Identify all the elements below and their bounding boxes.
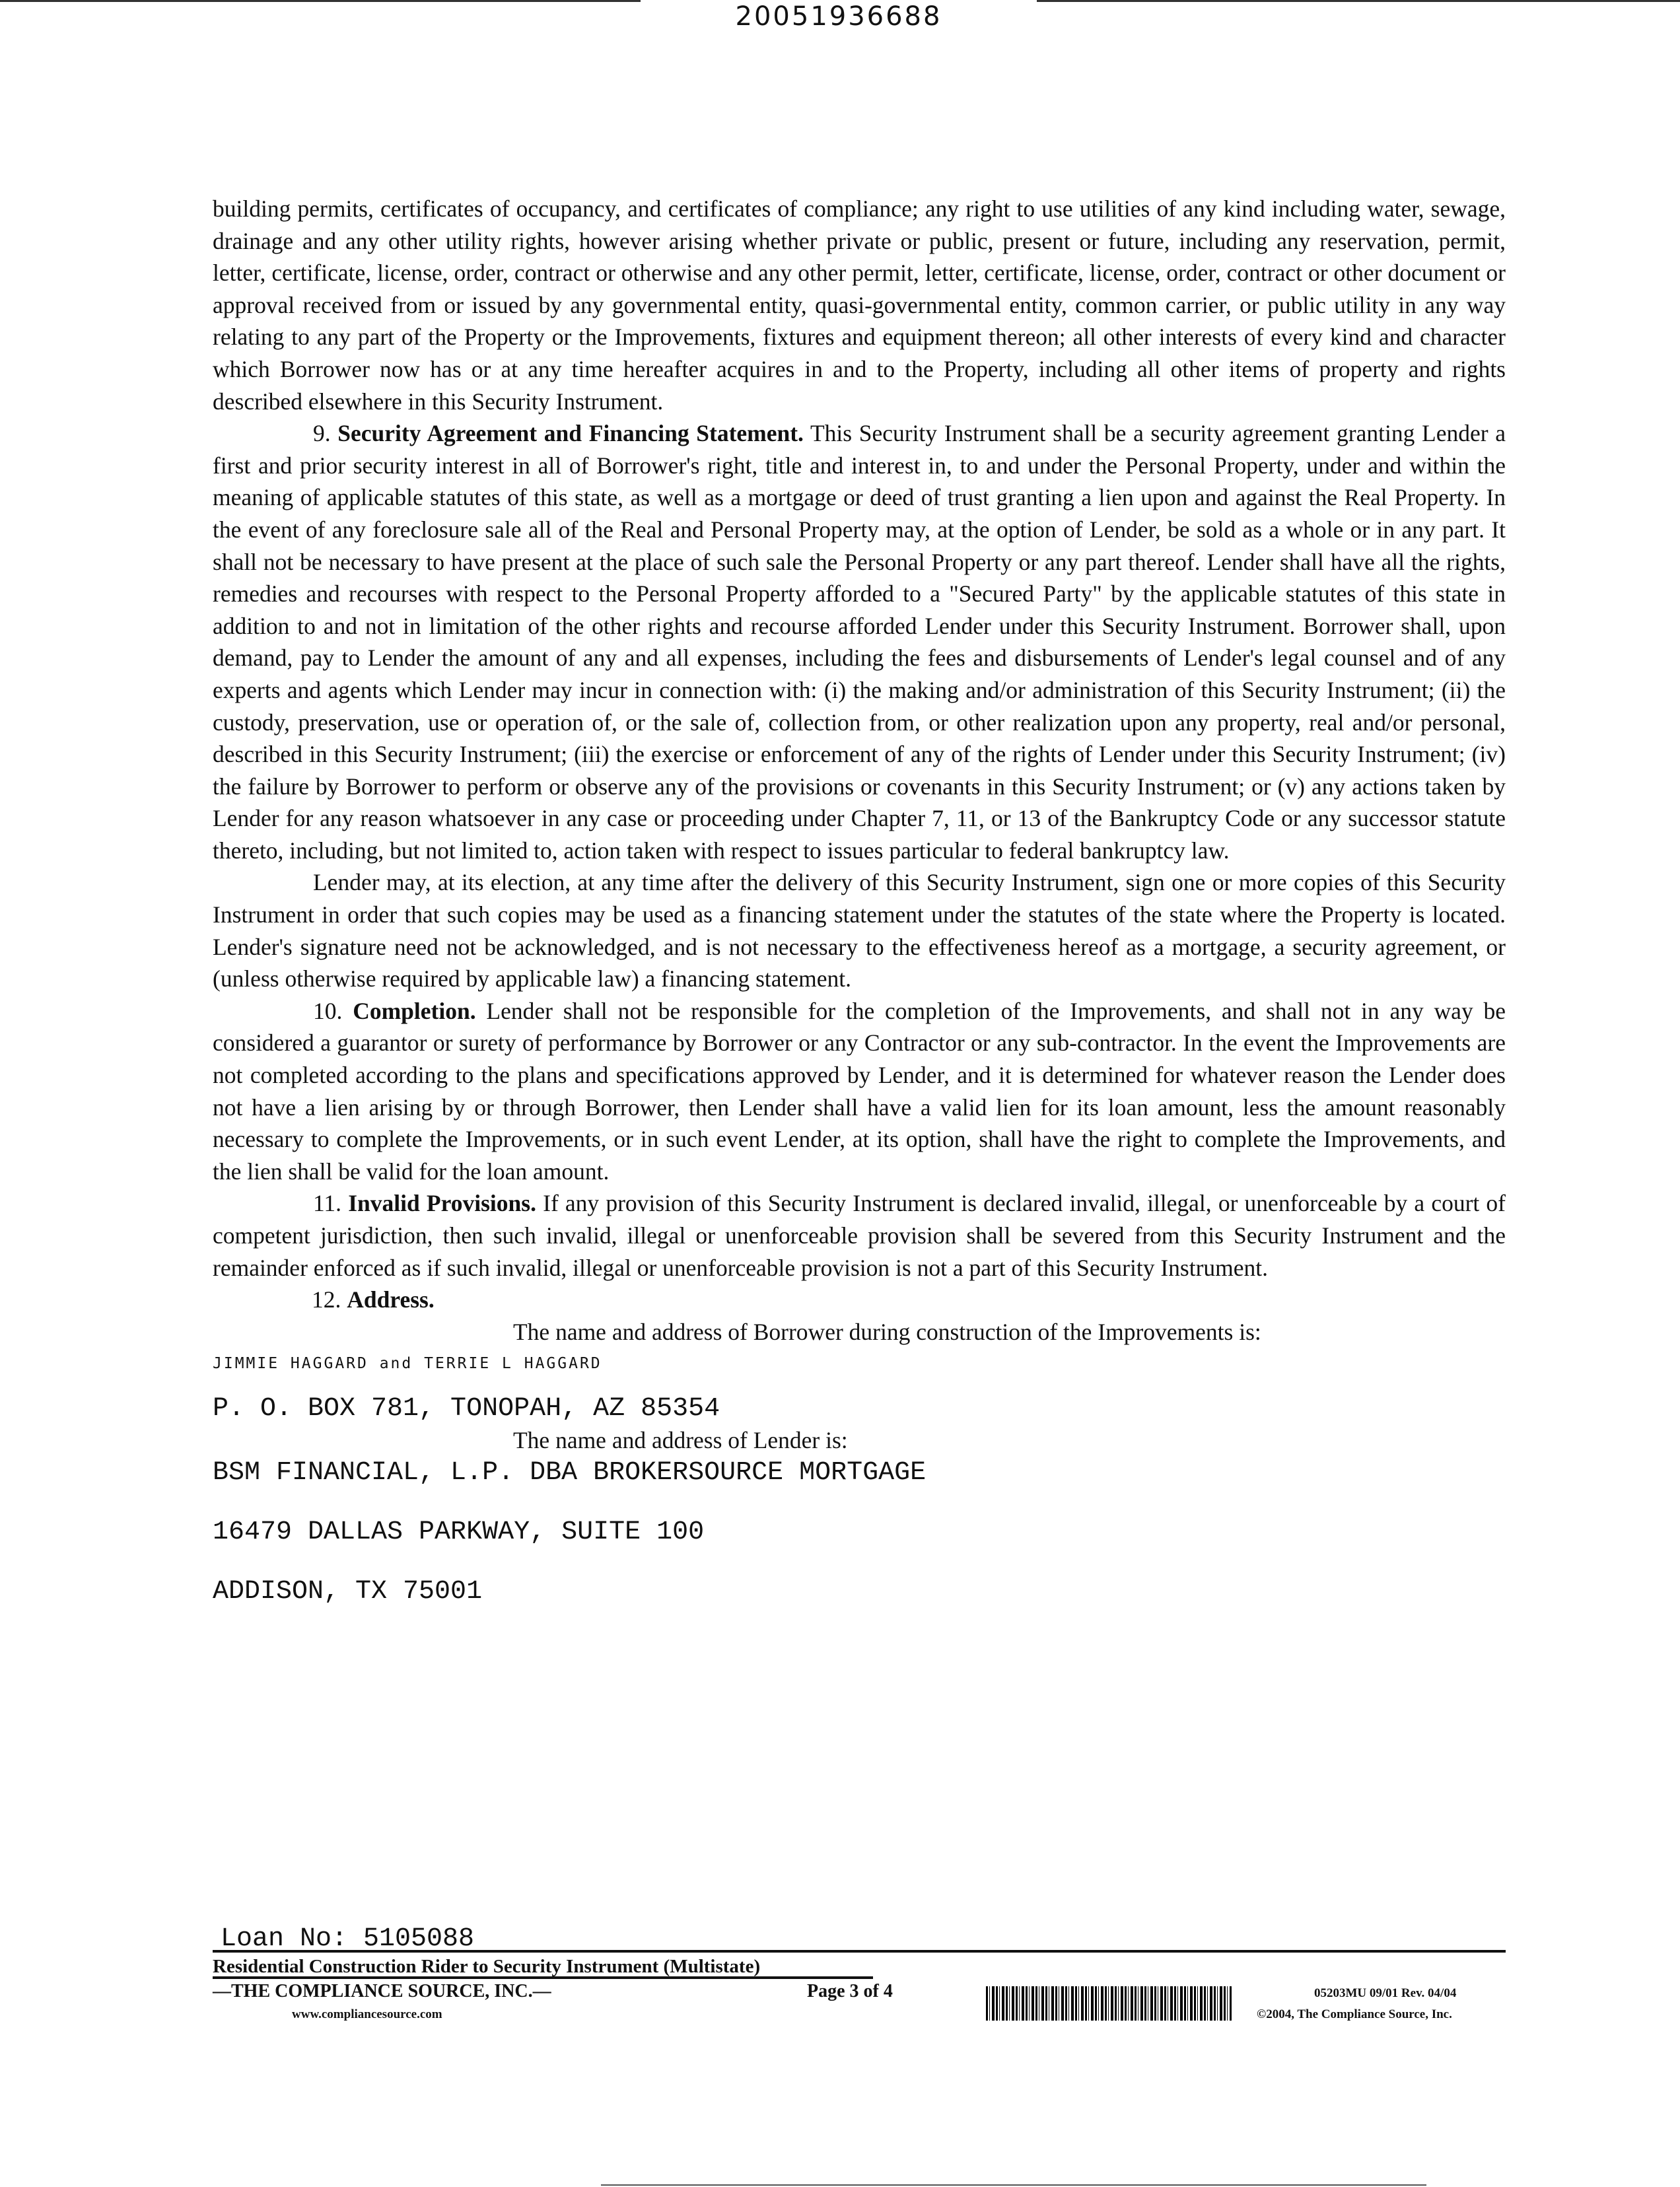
lender-address-line1: 16479 DALLAS PARKWAY, SUITE 100 [213, 1517, 705, 1547]
recording-number: 20051936688 [735, 1, 942, 32]
form-title-rule [213, 1976, 873, 1979]
copyright: ©2004, The Compliance Source, Inc. [1257, 2007, 1452, 2021]
section-heading-11: Invalid Provisions. [348, 1190, 536, 1217]
paragraph-10 [213, 995, 1506, 1188]
barcode [986, 1986, 1232, 2021]
form-title: Residential Construction Rider to Security Instrument (Multistate) [213, 1956, 761, 1977]
loan-number: Loan No: 5105088 [221, 1924, 475, 1954]
section-heading-12: Address. [347, 1286, 435, 1313]
borrower-address: P. O. BOX 781, TONOPAH, AZ 85354 [213, 1394, 720, 1424]
document-body [213, 193, 1506, 1622]
paragraph-continued: building permits, certificates of occupancy, and certificates of compliance; any right to use utilities of any kind including water, sewage, drainage and any other utility rights, however arising whether private or public, present or future, including any reservation, permit, letter, certificate, license, order, contract or otherwise and any other permit, letter, certificate, license, order, contract or other document or approval received from or issued by any governmental entity, quasi-governmental entity, common carrier, or public utility in any way relating to any part of the Property or the Improvements, fixtures and equipment thereon; all other interests of every kind and character which Borrower now has or at any time hereafter acquires in and to the Property, including all other items of property and rights described elsewhere in this Security Instrument. [213, 195, 1506, 415]
section-text-9: This Security Instrument shall be a security agreement granting Lender a first and prior security interest in all of Borrower's right, title and interest in, to and under the Personal Property, under and within the meaning of applicable statutes of this state, as well as a mortgage or deed of trust granting a lien upon and against the Real Property. In the event of any foreclosure sale all of the Real and Personal Property may, at the option of Lender, be sold as a whole or in any part. It shall not be necessary to have present at the place of such sale the Personal Property or any part thereof. Lender shall have all the rights, remedies and recourses with respect to the Personal Property afforded to a "Secured Party" by the applicable statutes of this state in addition to and not in limitation of the other rights and recourse afforded Lender under this Security Instrument. Borrower shall, upon demand, pay to Lender the amount of any and all expenses, including the fees and disbursements of Lender's legal counsel and of any experts and agents which Lender may incur in connection with: (i) the making and/or administration of this Security Instrument; (ii) the custody, preservation, use or operation of, or the sale of, collection from, or other realization upon any property, real and/or personal, described in this Security Instrument; (iii) the exercise or enforcement of any of the rights of Lender under this Security Instrument; (iv) the failure by Borrower to perform or observe any of the provisions or covenants in this Security Instrument; or (v) any actions taken by Lender for any reason whatsoever in any case or proceeding under Chapter 7, 11, or 13 of the Bankruptcy Code or any successor statute thereto, including, but not limited to, action taken with respect to issues particular to federal bankruptcy law. [213, 420, 1506, 864]
section-number-10: 10. [313, 997, 343, 1024]
page-number: Page 3 of 4 [807, 1981, 893, 2001]
section-number-9: 9. [313, 420, 331, 447]
section-number-11: 11. [313, 1190, 342, 1217]
paragraph-9 [213, 417, 1506, 866]
footer-rule [213, 1950, 1506, 1953]
paragraph-11 [213, 1187, 1506, 1284]
company-name: —THE COMPLIANCE SOURCE, INC.— [213, 1981, 551, 2001]
section-text-11: If any provision of this Security Instrument is declared invalid, illegal, or unenforceable by a court of competent jurisdiction, then such invalid, illegal or unenforceable provision shall be severed from this Security Instrument and the remainder enforced as if such invalid, illegal or unenforceable provision is not a part of this Security Instrument. [213, 1190, 1506, 1281]
top-rule-left [0, 0, 641, 2]
section-text-10: Lender shall not be responsible for the completion of the Improvements, and shall not in any way be considered a guarantor or surety of performance by Borrower or any Contractor or any sub-contractor. In the event the Improvements are not completed according to the plans and specifications approved by Lender, and it is determined for whatever reason the Lender does not have a lien arising by or through Borrower, then Lender shall have a valid lien for its loan amount, less the amount reasonably necessary to complete the Improvements, or in such event Lender, at its option, shall have the right to complete the Improvements, and the lien shall be valid for the loan amount. [213, 997, 1506, 1185]
lender-intro: The name and address of Lender is: [513, 1427, 848, 1454]
borrower-name: JIMMIE HAGGARD and TERRIE L HAGGARD [213, 1355, 602, 1373]
bottom-rule [601, 2184, 1426, 2186]
section-heading-10: Completion. [353, 997, 476, 1024]
paragraph-12 [213, 1284, 1506, 1316]
top-rule-right [1037, 0, 1680, 2]
lender-name: BSM FINANCIAL, L.P. DBA BROKERSOURCE MORTGAGE [213, 1457, 927, 1488]
borrower-intro: The name and address of Borrower during construction of the Improvements is: [513, 1318, 1261, 1345]
section-heading-9: Security Agreement and Financing Statement. [337, 420, 804, 447]
form-number: 05203MU 09/01 Rev. 04/04 [1314, 1986, 1457, 2000]
section-number-12: 12. [312, 1286, 341, 1313]
paragraph-9-financing: Lender may, at its election, at any time after the delivery of this Security Instrument, sign one or more copies of this Security Instrument in order that such copies may be used as a financing statement under the statutes of the state where the Property is located. Lender's signature need not be acknowledged, and is not necessary to the effectiveness hereof as a mortgage, a security agreement, or (unless otherwise required by applicable law) a financing statement. [213, 869, 1506, 992]
company-website: www.compliancesource.com [292, 2007, 442, 2021]
lender-address-line2: ADDISON, TX 75001 [213, 1576, 483, 1607]
